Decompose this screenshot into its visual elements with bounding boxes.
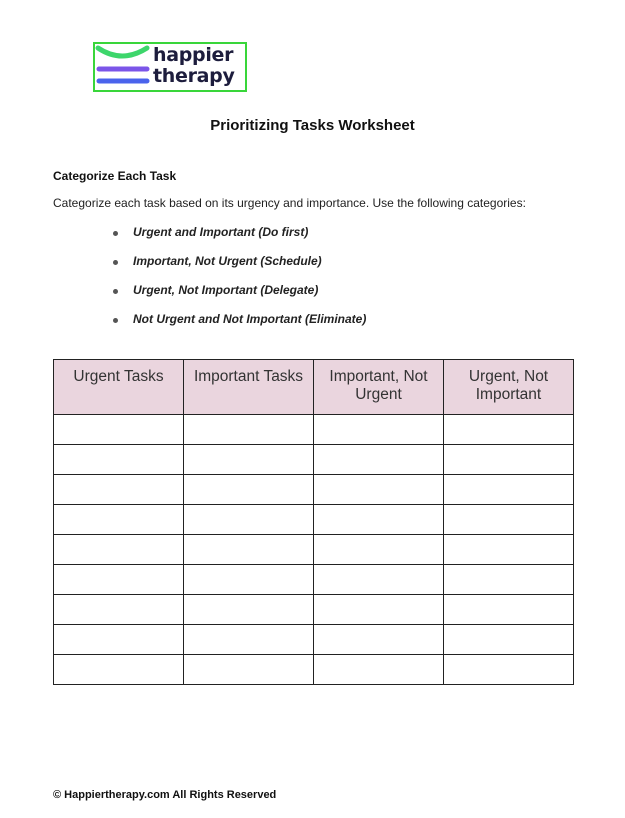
task-cell[interactable] <box>444 535 574 565</box>
logo-stripes-icon <box>95 44 155 90</box>
category-label: Important, Not Urgent (Schedule) <box>133 254 322 268</box>
task-cell[interactable] <box>184 565 314 595</box>
task-table-body <box>54 415 574 685</box>
task-cell[interactable] <box>444 655 574 685</box>
category-label: Not Urgent and Not Important (Eliminate) <box>133 312 367 326</box>
logo-wordmark <box>153 45 235 87</box>
table-row <box>54 595 574 625</box>
task-cell[interactable] <box>444 625 574 655</box>
footer-copyright: © Happiertherapy.com All Rights Reserved <box>53 789 277 801</box>
task-cell[interactable] <box>444 505 574 535</box>
task-cell[interactable] <box>314 655 444 685</box>
task-cell[interactable] <box>444 595 574 625</box>
task-cell[interactable] <box>314 475 444 505</box>
table-row <box>54 565 574 595</box>
category-label: Urgent and Important (Do first) <box>133 225 309 239</box>
task-cell[interactable] <box>184 535 314 565</box>
intro-text: Categorize each task based on its urgency and importance. Use the following categories: <box>53 196 526 210</box>
task-cell[interactable] <box>444 415 574 445</box>
task-cell[interactable] <box>184 625 314 655</box>
table-row <box>54 535 574 565</box>
logo-line-2: therapy <box>153 65 235 87</box>
task-cell[interactable] <box>314 625 444 655</box>
task-cell[interactable] <box>184 445 314 475</box>
task-cell[interactable] <box>54 595 184 625</box>
task-cell[interactable] <box>444 445 574 475</box>
task-cell[interactable] <box>54 505 184 535</box>
column-header-important-not-urgent: Important, Not Urgent <box>314 360 444 415</box>
logo <box>93 42 247 92</box>
task-cell[interactable] <box>54 415 184 445</box>
task-cell[interactable] <box>54 565 184 595</box>
column-header-urgent-not-important: Urgent, Not Important <box>444 360 574 415</box>
task-cell[interactable] <box>184 475 314 505</box>
task-cell[interactable] <box>54 535 184 565</box>
task-cell[interactable] <box>54 625 184 655</box>
task-cell[interactable] <box>184 595 314 625</box>
task-cell[interactable] <box>54 655 184 685</box>
column-header-urgent-tasks: Urgent Tasks <box>54 360 184 415</box>
task-cell[interactable] <box>314 415 444 445</box>
task-cell[interactable] <box>314 505 444 535</box>
task-cell[interactable] <box>184 655 314 685</box>
task-cell[interactable] <box>184 415 314 445</box>
task-cell[interactable] <box>54 475 184 505</box>
table-row <box>54 655 574 685</box>
task-cell[interactable] <box>314 565 444 595</box>
task-cell[interactable] <box>444 565 574 595</box>
task-cell[interactable] <box>184 505 314 535</box>
category-label: Urgent, Not Important (Delegate) <box>133 283 319 297</box>
table-row <box>54 625 574 655</box>
table-row <box>54 445 574 475</box>
column-header-important-tasks: Important Tasks <box>184 360 314 415</box>
task-cell[interactable] <box>444 475 574 505</box>
table-header-row <box>54 360 574 415</box>
table-row <box>54 415 574 445</box>
page-title: Prioritizing Tasks Worksheet <box>210 117 415 134</box>
logo-line-1: happier <box>153 44 234 66</box>
task-table <box>53 359 574 685</box>
task-cell[interactable] <box>314 595 444 625</box>
table-row <box>54 475 574 505</box>
task-cell[interactable] <box>54 445 184 475</box>
task-cell[interactable] <box>314 535 444 565</box>
task-cell[interactable] <box>314 445 444 475</box>
section-heading: Categorize Each Task <box>53 169 177 183</box>
table-row <box>54 505 574 535</box>
